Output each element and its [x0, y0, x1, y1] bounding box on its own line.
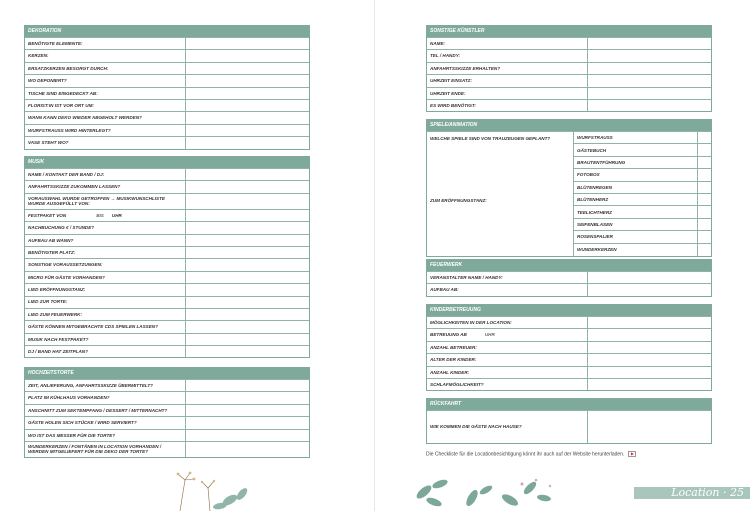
option-label: WUNDERKERZEN [577, 247, 617, 253]
form-row [25, 283, 309, 295]
form-row [427, 328, 711, 340]
form-row [25, 379, 309, 391]
answer-field[interactable] [185, 210, 309, 221]
row-label: LIED ZUM FEUERWERK: [28, 311, 83, 317]
form-row [25, 136, 309, 148]
form-row [25, 180, 309, 192]
bis-label: BIS [96, 212, 104, 218]
spiele-option [574, 144, 711, 156]
form-row [25, 320, 309, 332]
section-title: SONSTIGE KÜNSTLER [427, 26, 711, 37]
form-row [25, 429, 309, 441]
form-row [25, 124, 309, 136]
option-checkbox[interactable] [697, 144, 711, 155]
dekoration-table [24, 25, 310, 150]
option-checkbox[interactable] [697, 219, 711, 230]
answer-field[interactable] [587, 38, 711, 49]
option-label: ROSENSPALIER [577, 234, 613, 240]
row-label: ANZAHL BETREUER: [430, 344, 477, 350]
answer-field[interactable] [185, 75, 309, 86]
answer-field[interactable] [185, 100, 309, 111]
row-label: GÄSTE HOLEN SICH STÜCKE / WIRD SERVIERT? [28, 420, 137, 426]
option-checkbox[interactable] [697, 132, 711, 143]
answer-field[interactable] [185, 38, 309, 49]
form-row [427, 87, 711, 99]
form-row [25, 391, 309, 403]
row-label: ZEIT, ANLIEFERUNG, ANFAHRTSSKIZZE ÜBERMITTELT? [28, 382, 153, 388]
answer-field[interactable] [587, 75, 711, 86]
answer-field[interactable] [587, 272, 711, 283]
option-label: SEIFENBLASEN [577, 221, 613, 227]
row-label: UHRZEIT EINSATZ: [430, 78, 473, 84]
answer-field[interactable] [587, 100, 711, 111]
musik-table [24, 156, 310, 358]
row-label: MÖGLICHKEITEN IN DER LOCATION: [430, 319, 512, 325]
answer-field[interactable] [185, 88, 309, 99]
form-row [427, 74, 711, 86]
option-label: TEELICHTHERZ [577, 209, 612, 215]
row-label: AUFBAU AB: [430, 287, 459, 293]
row-label: ALTER DER KINDER: [430, 357, 477, 363]
answer-field[interactable] [185, 297, 309, 308]
form-row [25, 74, 309, 86]
form-row [427, 99, 711, 111]
form-row [427, 378, 711, 390]
answer-field[interactable] [185, 321, 309, 332]
leaf-decoration-icon [412, 470, 562, 511]
answer-field[interactable] [185, 112, 309, 123]
answer-field[interactable] [185, 442, 309, 457]
row-label: SONSTIGE VORAUSSETZUNGEN: [28, 262, 103, 268]
row-label [25, 210, 185, 221]
row-label: TISCHE SIND EINGEDECKT AB: [28, 90, 98, 96]
spiele-grid [427, 131, 711, 256]
answer-field[interactable] [587, 50, 711, 61]
row-label [427, 329, 587, 340]
download-icon[interactable]: ▶ [628, 451, 636, 457]
row-label: MICRO FÜR GÄSTE VORHANDEN? [28, 274, 105, 280]
answer-field[interactable] [185, 50, 309, 61]
answer-field[interactable] [587, 342, 711, 353]
answer-field[interactable] [185, 346, 309, 357]
answer-field[interactable] [185, 284, 309, 295]
form-row [25, 308, 309, 320]
row-label: WO IST DAS MESSER FÜR DIE TORTE? [28, 432, 116, 438]
row-label: VASE STEHT WO? [28, 140, 69, 146]
row-label: ANSCHNITT ZUM SEKTEMPFANG / DESSERT / MITTERNACHT? [28, 407, 168, 413]
form-row [25, 404, 309, 416]
section-title: MUSIK [25, 157, 309, 168]
form-row [25, 234, 309, 246]
spiele-option [574, 194, 711, 206]
spiele-option [574, 157, 711, 169]
answer-field[interactable] [185, 380, 309, 391]
spiele-option [574, 182, 711, 194]
answer-field[interactable] [185, 125, 309, 136]
row-label: SCHLAFMÖGLICHKEIT? [430, 381, 484, 387]
form-row [25, 111, 309, 123]
option-label: BLÜTENHERZ [577, 197, 609, 203]
form-row [25, 168, 309, 180]
answer-field[interactable] [185, 334, 309, 345]
answer-field[interactable] [587, 317, 711, 328]
option-checkbox[interactable] [697, 157, 711, 168]
form-row [25, 209, 309, 221]
row-label: ANFAHRTSSKIZZE ZUKOMMEN LASSEN? [28, 184, 121, 190]
option-checkbox[interactable] [697, 231, 711, 242]
form-row [427, 62, 711, 74]
section-title: KINDERBETREUUNG [427, 305, 711, 316]
form-row [427, 316, 711, 328]
festpaket-label: FESTPAKET VON [28, 212, 67, 218]
spiele-option [574, 169, 711, 181]
option-checkbox[interactable] [697, 194, 711, 205]
feuerwerk-table [426, 259, 712, 297]
answer-field[interactable] [587, 354, 711, 365]
row-label: LIED ERÖFFNUNGSTANZ: [28, 287, 86, 293]
form-row [25, 441, 309, 457]
option-label: WURFSTRAUSS [577, 135, 613, 141]
option-checkbox[interactable] [697, 244, 711, 256]
form-row [427, 37, 711, 49]
floral-decoration-icon [150, 470, 260, 511]
section-title: RÜCKFAHRT [427, 399, 711, 410]
option-label: BRAUTENTFÜHRUNG [577, 159, 626, 165]
form-row [427, 49, 711, 61]
option-label: FOTOBOX [577, 172, 600, 178]
form-row [25, 87, 309, 99]
option-label: GÄSTEBUCH [577, 147, 607, 153]
answer-field[interactable] [185, 309, 309, 320]
row-label: ES WIRD BENÖTIGT: [430, 102, 476, 108]
note-text: Die Checkliste für die Locationbesichtigung könnt ihr auch auf der Website herunterladen. [426, 451, 625, 458]
form-row [427, 410, 711, 443]
form-row [427, 353, 711, 365]
spiele-option [574, 244, 711, 256]
form-row [25, 333, 309, 345]
row-label: WANN KANN DEKO WIEDER ABGEHOLT WERDEN? [28, 115, 142, 121]
answer-field[interactable] [587, 63, 711, 74]
form-row [427, 341, 711, 353]
form-row [25, 258, 309, 270]
answer-field[interactable] [185, 169, 309, 180]
kinder-table [426, 304, 712, 391]
option-checkbox[interactable] [697, 206, 711, 217]
row-label: MUSIK NACH FESTPAKET? [28, 336, 89, 342]
row-label: UHRZEIT ENDE: [430, 90, 466, 96]
form-row [25, 416, 309, 428]
form-row [25, 193, 309, 209]
row-label: WUNDERKERZEN / FONTÄNEN IN LOCATION VORHANDEN / WERDEN MITGELIEFERT FÜR DIE DEKO DER TORTE? [28, 443, 162, 455]
row-label: WO DEPONIERT? [28, 78, 67, 84]
row-label: LIED ZUR TORTE: [28, 299, 68, 305]
answer-field[interactable] [185, 392, 309, 403]
row-label: WURFSTRAUSS WIRD HINTERLEGT? [28, 127, 111, 133]
row-label: AUFBAU AB WANN? [28, 237, 74, 243]
spiele-option [574, 219, 711, 231]
row-label: TEL / HANDY: [430, 53, 461, 59]
row-label: NACHBUCHUNG € / STUNDE? [28, 225, 95, 231]
row-label: NAME: [430, 40, 446, 46]
row-label: NAME / KONTAKT DER BAND / DJ: [28, 171, 105, 177]
answer-field[interactable] [587, 411, 711, 443]
answer-field[interactable] [185, 137, 309, 148]
page-number: 25 [730, 486, 744, 499]
answer-field[interactable] [587, 329, 711, 340]
row-label: GÄSTE KÖNNEN MITGEBRACHTE CDS SPIELEN LASSEN? [28, 324, 158, 330]
section-title: SPIELE/ANIMATION [427, 120, 711, 131]
spiele-option [574, 231, 711, 243]
row-label: ANFAHRTSSKIZZE ERHALTEN? [430, 65, 501, 71]
form-row [25, 271, 309, 283]
row-label: ERSATZKERZEN BESORGT DURCH: [28, 65, 109, 71]
kuenstler-table [426, 25, 712, 112]
uhr-label: UHR [111, 212, 122, 218]
form-row [25, 221, 309, 233]
row-label: VERANSTALTER NAME / HANDY: [430, 274, 503, 280]
spiele-table [426, 119, 712, 257]
form-row [25, 37, 309, 49]
option-checkbox[interactable] [697, 169, 711, 180]
form-row [25, 296, 309, 308]
answer-field[interactable] [185, 417, 309, 428]
spiele-option [574, 132, 711, 144]
eroeffnungstanz-question: ZUM ERÖFFNUNGSTANZ: [430, 197, 487, 203]
form-row [25, 49, 309, 61]
answer-field[interactable] [185, 63, 309, 74]
betreuung-label: BETREUUNG AB [430, 332, 467, 338]
answer-field[interactable] [185, 222, 309, 233]
row-label: KERZEN: [28, 53, 49, 59]
row-label: BENÖTIGTER PLATZ: [28, 249, 76, 255]
answer-field[interactable] [185, 247, 309, 258]
answer-field[interactable] [587, 367, 711, 378]
torte-table [24, 367, 310, 458]
spiele-question: WELCHE SPIELE SIND VON TRAUZEUGEN GEPLANT? [430, 135, 551, 141]
row-label: VORAUSWAHL WURDE GETROFFEN → MUSIKWUNSCHLISTE WURDE AUSGEFÜLLT VON: [28, 195, 165, 207]
form-row [427, 283, 711, 295]
form-row [25, 62, 309, 74]
section-title: HOCHZEITSTORTE [25, 368, 309, 379]
form-row [25, 345, 309, 357]
row-label: ANZAHL KINDER: [430, 369, 470, 375]
row-label: BENÖTIGTE ELEMENTE: [28, 40, 83, 46]
section-title: FEUERWERK [427, 260, 711, 271]
answer-field[interactable] [185, 235, 309, 246]
answer-field[interactable] [185, 259, 309, 270]
answer-field[interactable] [185, 405, 309, 416]
form-row [25, 246, 309, 258]
answer-field[interactable] [587, 284, 711, 295]
form-row [427, 271, 711, 283]
rueckfahrt-table [426, 398, 712, 444]
row-label: WIE KOMMEN DIE GÄSTE NACH HAUSE? [430, 424, 522, 430]
form-row [25, 99, 309, 111]
option-label: BLÜTENREGEN [577, 184, 612, 190]
option-checkbox[interactable] [697, 182, 711, 193]
answer-field[interactable] [185, 194, 309, 209]
uhr-label: UHR [484, 332, 495, 338]
row-label: FLORIST:IN IST VOR ORT UM: [28, 102, 94, 108]
download-note [426, 451, 636, 457]
page-number-tab: Location · 25 [634, 487, 750, 499]
section-title: DEKORATION [25, 26, 309, 37]
spiele-option [574, 206, 711, 218]
answer-field[interactable] [587, 88, 711, 99]
form-row [427, 366, 711, 378]
answer-field[interactable] [587, 379, 711, 390]
answer-field[interactable] [185, 430, 309, 441]
page-label: Location [671, 486, 720, 499]
answer-field[interactable] [185, 181, 309, 192]
answer-field[interactable] [185, 272, 309, 283]
row-label: DJ / BAND HAT ZEITPLAN? [28, 349, 88, 355]
row-label: PLATZ IM KÜHLHAUS VORHANDEN? [28, 395, 110, 401]
